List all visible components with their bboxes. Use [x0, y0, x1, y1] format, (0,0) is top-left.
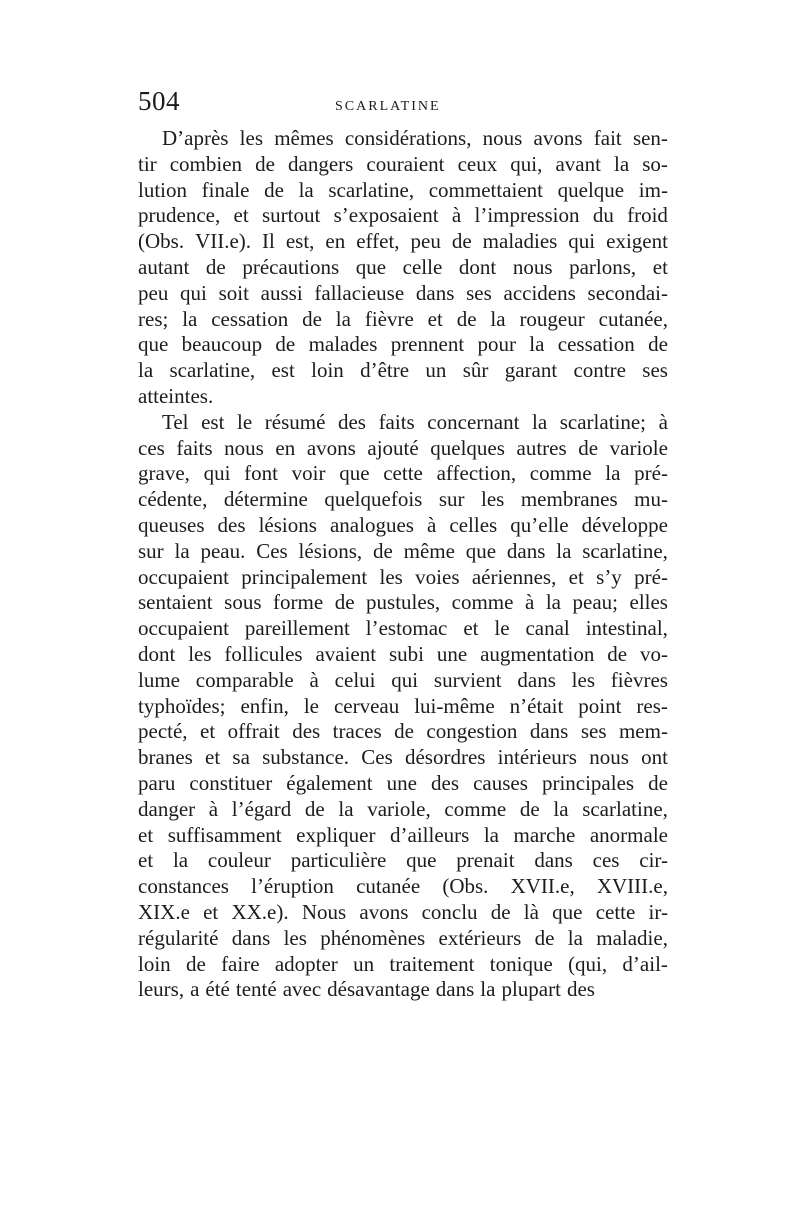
text-line: leurs, a été tenté avec désavantage dans la plupart des [138, 977, 595, 1002]
text-line: dont les follicules avaient subi une augmentation de vo- [138, 641, 668, 666]
text-line: branes et sa substance. Ces désordres intérieurs nous ont [138, 745, 668, 770]
text-line: res; la cessation de la fièvre et de la rougeur cutanée, [138, 306, 668, 331]
text-line: occupaient pareillement l’estomac et le canal intestinal, [138, 616, 668, 641]
text-line: sentaient sous forme de pustules, comme à la peau; elles [138, 590, 668, 615]
text-line: typhoïdes; enfin, le cerveau lui-même n’était point res- [138, 693, 668, 718]
text-line: autant de précautions que celle dont nous parlons, et [138, 254, 668, 279]
text-line: tir combien de dangers couraient ceux qui, avant la so- [138, 151, 668, 176]
text-line: lume comparable à celui qui survient dans les fièvres [138, 667, 668, 692]
text-line: pecté, et offrait des traces de congestion dans ses mem- [138, 719, 668, 744]
text-line: danger à l’égard de la variole, comme de la scarlatine, [138, 796, 668, 821]
text-line: loin de faire adopter un traitement tonique (qui, d’ail- [138, 951, 668, 976]
text-line: grave, qui font voir que cette affection, comme la pré- [138, 461, 668, 486]
text-line: peu qui soit aussi fallacieuse dans ses accidens secondai- [138, 280, 668, 305]
text-line: occupaient principalement les voies aériennes, et s’y pré- [138, 564, 668, 589]
text-line: XIX.e et XX.e). Nous avons conclu de là que cette ir- [138, 899, 668, 924]
text-line: ces faits nous en avons ajouté quelques autres de variole [138, 435, 668, 460]
text-line: lution finale de la scarlatine, commettaient quelque im- [138, 177, 668, 202]
text-line: paru constituer également une des causes principales de [138, 770, 668, 795]
text-line: atteintes. [138, 383, 214, 408]
text-line: prudence, et surtout s’exposaient à l’impression du froid [138, 203, 668, 228]
body-text [138, 126, 668, 1003]
text-line: constances l’éruption cutanée (Obs. XVII.e, XVIII.e, [138, 874, 668, 899]
text-line: et la couleur particulière que prenait dans ces cir- [138, 848, 668, 873]
text-line: régularité dans les phénomènes extérieurs de la maladie, [138, 925, 668, 950]
text-line: Tel est le résumé des faits concernant la scarlatine; à [162, 409, 668, 434]
running-head: SCARLATINE [335, 99, 441, 114]
text-line: sur la peau. Ces lésions, de même que dans la scarlatine, [138, 538, 668, 563]
text-line: que beaucoup de malades prennent pour la cessation de [138, 332, 668, 357]
text-line: la scarlatine, est loin d’être un sûr garant contre ses [138, 358, 668, 383]
text-line: cédente, détermine quelquefois sur les membranes mu- [138, 487, 668, 512]
text-line: queuses des lésions analogues à celles qu’elle développe [138, 512, 668, 537]
text-line: et suffisamment expliquer d’ailleurs la marche anormale [138, 822, 668, 847]
page-number: 504 [138, 86, 180, 116]
text-line: D’après les mêmes considérations, nous avons fait sen- [162, 126, 668, 150]
text-line: (Obs. VII.e). Il est, en effet, peu de maladies qui exigent [138, 229, 668, 254]
